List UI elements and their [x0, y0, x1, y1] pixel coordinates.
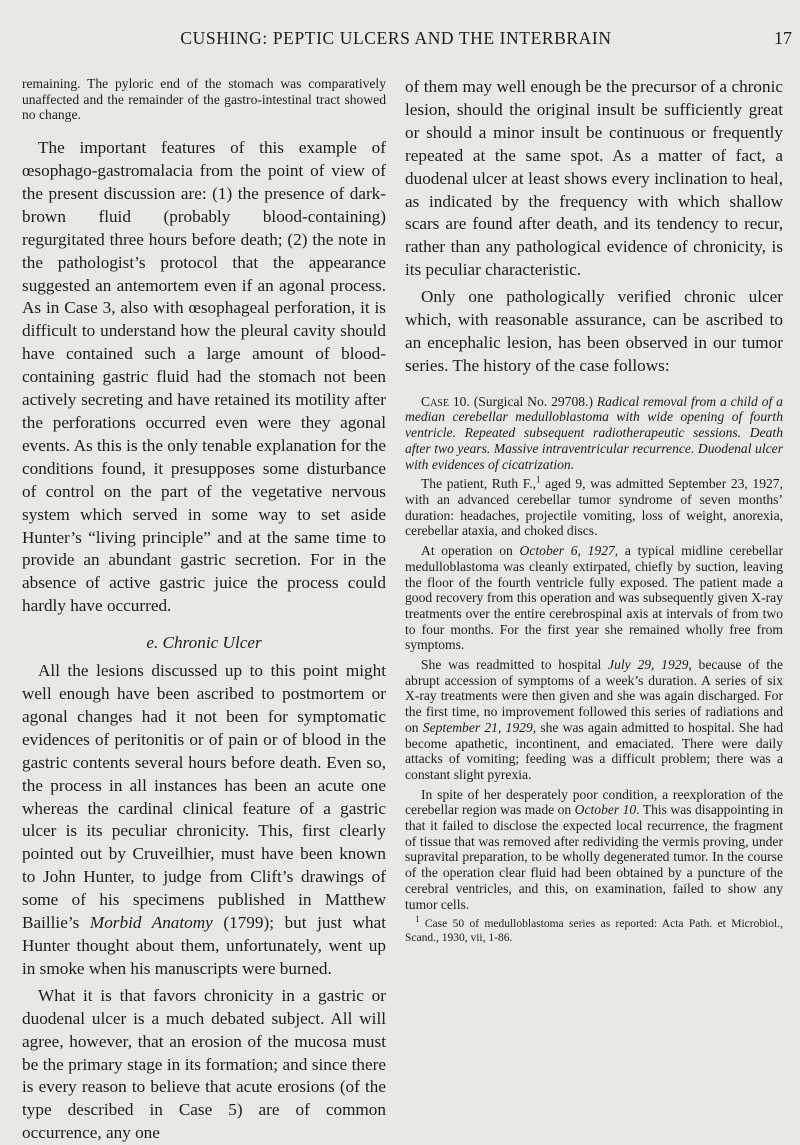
operation-date: October 6, 1927 [519, 543, 615, 559]
features-paragraph: The important features of this example of œsophago-gastromalacia from the point of view of the present discussion are: (1) the presence of dark-brown fluid (probably blood-containing) regurgitated three hours before death; (2) the note in the pathologist’s protocol that the appearance suggested an antemortem even if an agonal process. As in Case 3, also with œsophageal perforation, it is difficult to understand how the pleural cavity should have contained such a large amount of blood-containing gastric fluid had the stomach not been actively secreting and have retained its motility after the perforations occurred even were they agonal events. As this is the only tenable explanation for the conditions found, it presupposes some disturbance of control on the part of the vegetative nervous system which served in some way to set aside Hunter’s “living principle” and at the same time to provide an abundant gastric secretion. For in the absence of active gastric juice the process could hardly have occurred. [22, 138, 386, 616]
continued-paragraph: remaining. The pyloric end of the stomach was comparatively unaffected and the remainder of the gastro-intestinal tract showed no change. [22, 76, 386, 123]
precursor-paragraph: of them may well enough be the precursor of a chronic lesion, should the original insult be sufficiently great or should a minor insult be continuous or frequently repeated at the same spot. As a matter of fact, a duodenal ulcer at least shows every inclination to heal, as indicated by the frequency with which shallow scars are found after death, and its tendency to recur, rather than any pathological evidence of chronicity, is its peculiar characteristic. [405, 77, 783, 280]
footnote-ref: 1 [536, 474, 541, 485]
left-column [22, 76, 386, 1145]
case-label: Case 10. [421, 393, 470, 409]
case-title: Radical removal from a child of a median cerebellar medulloblastoma with wide opening of fourth ventricle. Repeated subsequent radiotherapeutic sessions. Death after two years. Massive intraventricular recurrence. Duodenal ulcer with evidences of cicatrization. [405, 393, 783, 472]
footnote: $^1$ Case 50 of medulloblastoma series as reported: Acta Path. et Microbiol., Scand., 1930, vii, 1-86. [405, 914, 783, 944]
case-heading [405, 394, 783, 473]
right-column [405, 76, 783, 945]
readmission-date: July 29, 1929 [608, 657, 689, 673]
chronicity-paragraph: What it is that favors chronicity in a gastric or duodenal ulcer is a much debated subject. All will agree, however, that an erosion of the mucosa must be the primary stage in its formation; and since there is every reason to believe that acute erosions (of the type described in Case 5) are of common occurrence, any one [22, 985, 386, 1143]
running-header-title: CUSHING: PEPTIC ULCERS AND THE INTERBRAIN [180, 28, 612, 48]
patient-paragraph: The patient, Ruth F.,$^1$ aged 9, was admitted September 23, 1927, with an advanced cerebellar tumor syndrome of seven months’ duration: headaches, projectile vomiting, loss of weight, anorexia, cerebellar ataxia, and choked discs. [405, 474, 783, 539]
readmission-paragraph: She was readmitted to hospital July 29, 1929, because of the abrupt accession of symptoms of a week’s duration. A series of six X-ray treatments were then given and she was again discharged. For the first time, no improvement followed this series of radiations and on September 21, 1929, she was again admitted to hospital. She had become apathetic, incontinent, and emaciated. There were daily attacks of vomiting; feeding was a difficult problem; there was a constant slight pyrexia. [405, 657, 783, 782]
second-admission-date: September 21, 1929 [422, 719, 533, 735]
case-number: (Surgical No. 29708.) [473, 393, 593, 409]
footnote-marker: 1 [415, 914, 420, 925]
book-title: Morbid Anatomy [89, 913, 213, 933]
section-heading-chronic-ulcer: e. Chronic Ulcer [146, 633, 262, 653]
page-number: 17 [774, 28, 792, 48]
verified-ulcer-paragraph: Only one pathologically verified chronic ulcer which, with reasonable assurance, can be ascribed to an encephalic lesion, has been observed in our tumor series. The history of the case follows: [405, 287, 783, 375]
lesions-paragraph: All the lesions discussed up to this point might well enough have been ascribed to postmortem or agonal changes had it not been for symptomatic evidences of peritonitis or of pain or of blood in the gastric contents several hours before death. Even so, the process in all instances has been an acute one whereas the cardinal clinical feature of a gastric ulcer is its peculiar chronicity. This, first clearly pointed out by Cruveilhier, must have been known to John Hunter, to judge from Clift’s drawings of some of his specimens published in Matthew Baillie’s Morbid Anatomy (1799); but just what Hunter thought about them, unfortunately, went up in smoke when his manuscripts were burned. [22, 661, 386, 978]
reexploration-date: October 10 [574, 802, 637, 818]
page-header [20, 28, 792, 58]
reexploration-paragraph: In spite of her desperately poor condition, a reexploration of the cerebellar region was made on October 10. This was disappointing in that it failed to disclose the expected local recurrence, the fragment of tissue that was removed after redividing the vermis proving, under supravital preparation, to be wholly degenerated tumor. In the course of the operation clear fluid had been obtained by a puncture of the cerebral ventricles, and this, on examination, failed to show any tumor cells. [405, 786, 783, 912]
operation-paragraph: At operation on October 6, 1927, a typical midline cerebellar medulloblastoma was cleanly extirpated, chiefly by suction, leaving the floor of the fourth ventricle fully exposed. The patient made a good recovery from this operation and was subsequently given X-ray treatments over the entire cerebrospinal axis at intervals of from two to four months. For the first year she remained wholly free from symptoms. [405, 543, 783, 653]
